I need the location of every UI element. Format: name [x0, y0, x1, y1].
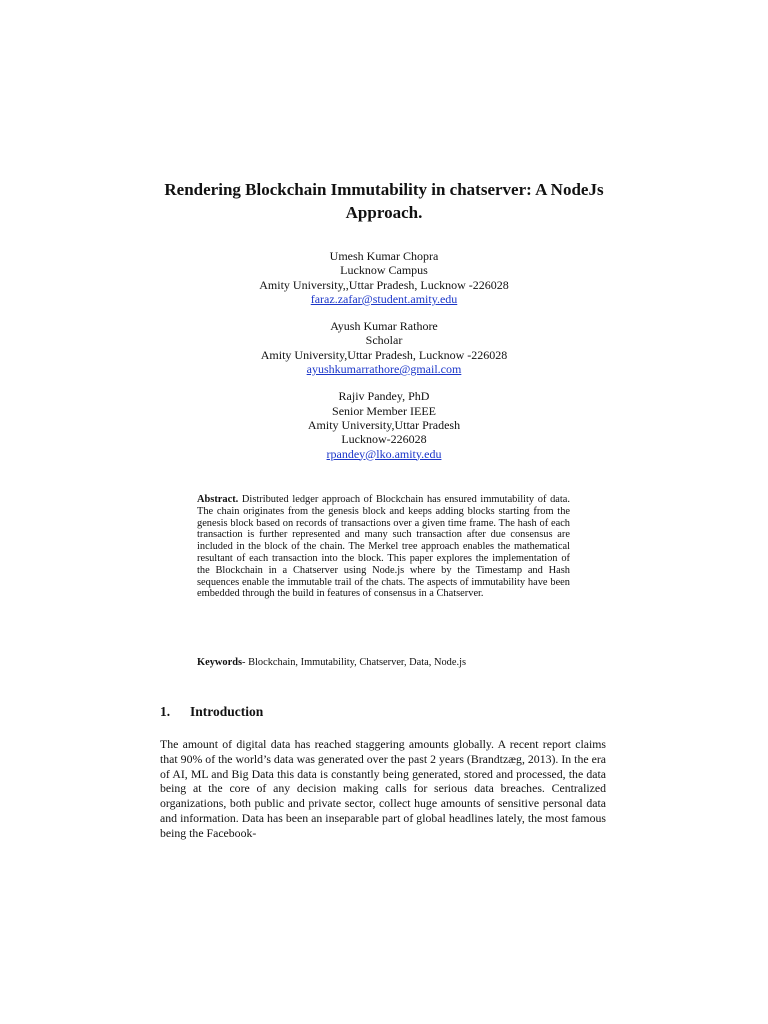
author-affiliation: Lucknow-226028: [341, 432, 427, 447]
section-title: Introduction: [190, 704, 264, 719]
paper-title: Rendering Blockchain Immutability in chatserver: A NodeJs Approach.: [164, 180, 604, 222]
author-block: [160, 389, 608, 460]
section-number: 1.: [160, 704, 171, 719]
abstract: [197, 494, 570, 600]
author-affiliation: Amity University,Uttar Pradesh: [307, 417, 461, 432]
author-block: [160, 249, 608, 306]
author-affiliation: Amity University,Uttar Pradesh, Lucknow -226028: [260, 347, 508, 362]
keywords: [197, 657, 570, 669]
author-affiliation: Amity University,,Uttar Pradesh, Lucknow -226028: [259, 277, 509, 292]
abstract-text: Distributed ledger approach of Blockchain has ensured immutability of data. The chain originates from the genesis block and keeps adding blocks starting from the genesis block based on records of transactions over a given time frame. The hash of each transaction is further represented and many such transaction after due consensus are included in the block of the chain. The Merkel tree approach enables the mathematical resultant of each transaction into the block. This paper explores the implementation of the Blockchain in a Chatserver using Node.js where by the Timestamp and Hash sequences enable the immutable trail of the chats. The aspects of immutability have been embedded through the build in features of consensus in a Chatserver.: [197, 494, 570, 600]
keywords-label: Keywords: [197, 657, 243, 668]
author-affiliation: Scholar: [365, 333, 403, 348]
author-name: Rajiv Pandey, PhD: [338, 389, 430, 404]
author-email-link[interactable]: rpandey@lko.amity.edu: [326, 446, 442, 461]
author-email-link[interactable]: ayushkumarrathore@gmail.com: [306, 362, 462, 377]
keywords-text: - Blockchain, Immutability, Chatserver, Data, Node.js: [242, 657, 467, 668]
author-block: [160, 319, 608, 376]
introduction-paragraph: The amount of digital data has reached staggering amounts globally. A recent report claims that 90% of the world’s data was generated over the past 2 years (Brandtzæg, 2013). In the era of AI, ML and Big Data this data is constantly being generated, stored and processed, the data being at the core of any decision making calls for serious data breaches. Centralized organizations, both public and private sector, collect huge amounts of sensitive personal data and information. Data has been an inseparable part of global headlines lately, the most famous being the Facebook-: [160, 737, 606, 840]
abstract-label: Abstract.: [197, 494, 239, 505]
author-list: [160, 249, 608, 474]
author-email-link[interactable]: faraz.zafar@student.amity.edu: [310, 291, 458, 306]
author-name: Ayush Kumar Rathore: [330, 319, 438, 334]
author-affiliation: Senior Member IEEE: [332, 403, 436, 418]
author-affiliation: Lucknow Campus: [340, 263, 428, 278]
author-name: Umesh Kumar Chopra: [329, 249, 439, 263]
section-heading: [160, 703, 263, 721]
